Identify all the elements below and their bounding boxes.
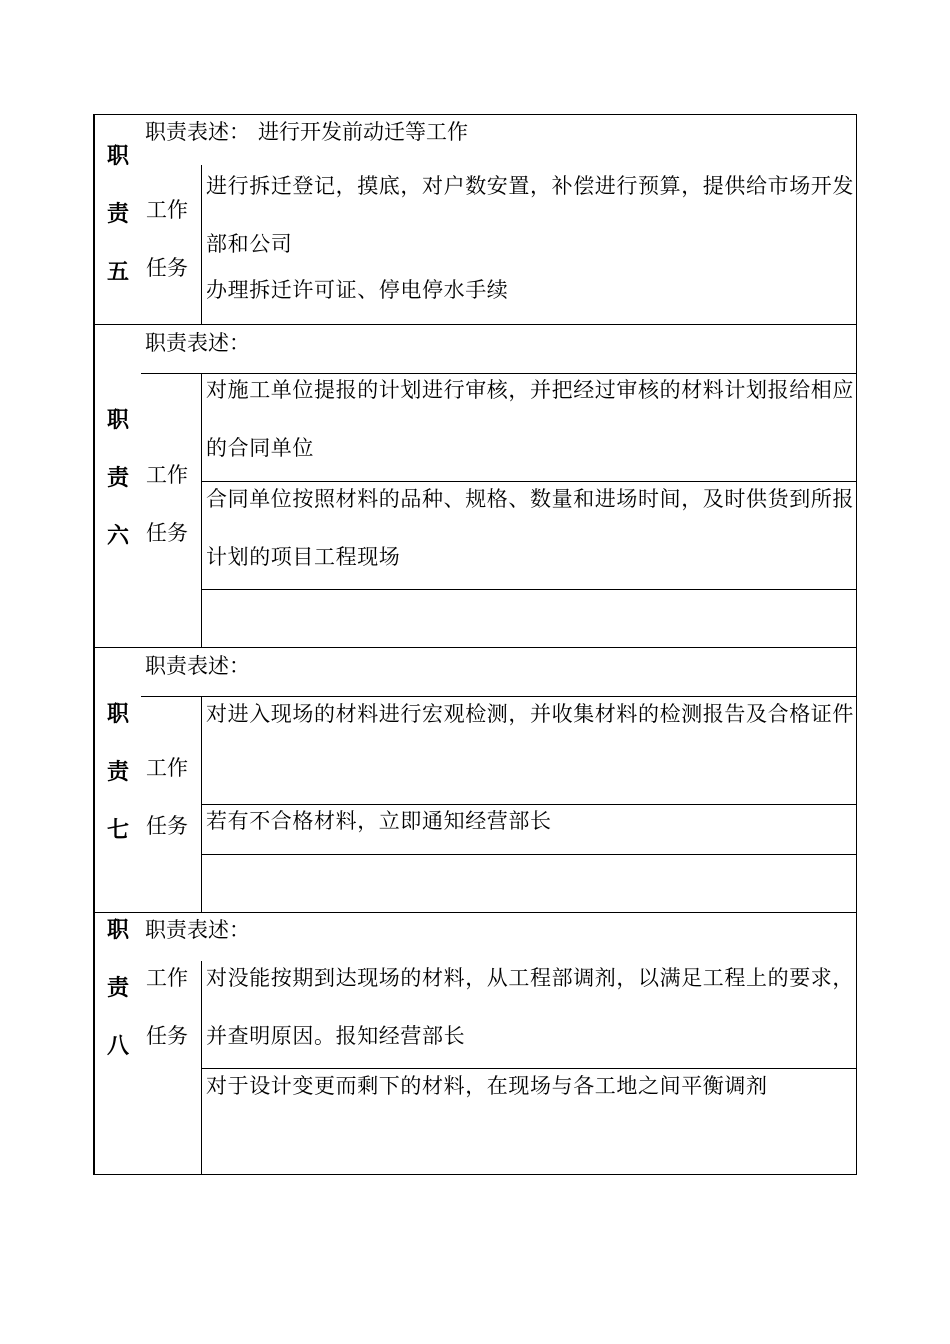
duty-section-5 [95,115,856,324]
duty-description: 职责表述： [145,654,250,678]
task-list [201,165,856,324]
task-list [201,697,856,912]
task-item: 对于设计变更而剩下的材料，在现场与各工地之间平衡调剂 [202,1068,856,1176]
task-block-6 [141,373,856,647]
task-item: 办理拆迁许可证、停电停水手续 [206,278,509,302]
duty-table [93,114,857,1175]
task-item: 若有不合格材料，立即通知经营部长 [202,804,856,854]
duty-title-6: 职 责 六 [106,407,129,549]
duty-title-8: 职 责 八 [106,917,129,1059]
task-item: 对没能按期到达现场的材料，从工程部调剂，以满足工程上的要求，并查明原因。报知经营部长 [206,966,854,1048]
duty-description: 职责表述： [145,331,250,355]
task-list [201,374,856,647]
task-item: 进行拆迁登记，摸底，对户数安置，补偿进行预算，提供给市场开发部和公司 [206,174,854,256]
task-item: 合同单位按照材料的品种、规格、数量和进场时间，及时供货到所报计划的项目工程现场 [202,481,856,589]
duty-description-value: 进行开发前动迁等工作 [258,120,468,144]
task-list [201,961,856,1174]
task-label: 工作 任务 [146,463,188,545]
task-item: 对施工单位提报的计划进行审核，并把经过审核的材料计划报给相应的合同单位 [206,378,854,460]
duty-section-8 [95,912,856,1174]
task-label: 工作 任务 [146,966,188,1048]
duty-title-7: 职 责 七 [106,701,129,843]
duty-section-6 [95,324,856,647]
task-label: 工作 任务 [146,756,188,838]
duty-section-7 [95,647,856,912]
duty-title-5: 职 责 五 [106,143,129,285]
task-block-5 [141,165,856,324]
task-label: 工作 任务 [146,198,188,280]
task-block-8 [141,961,856,1174]
duty-description: 职责表述： 进行开发前动迁等工作 [145,120,468,144]
task-item [202,854,856,913]
duty-description: 职责表述： [145,918,250,942]
task-block-7 [141,696,856,912]
task-item: 对进入现场的材料进行宏观检测，并收集材料的检测报告及合格证件 [206,702,854,726]
task-item [202,589,856,648]
